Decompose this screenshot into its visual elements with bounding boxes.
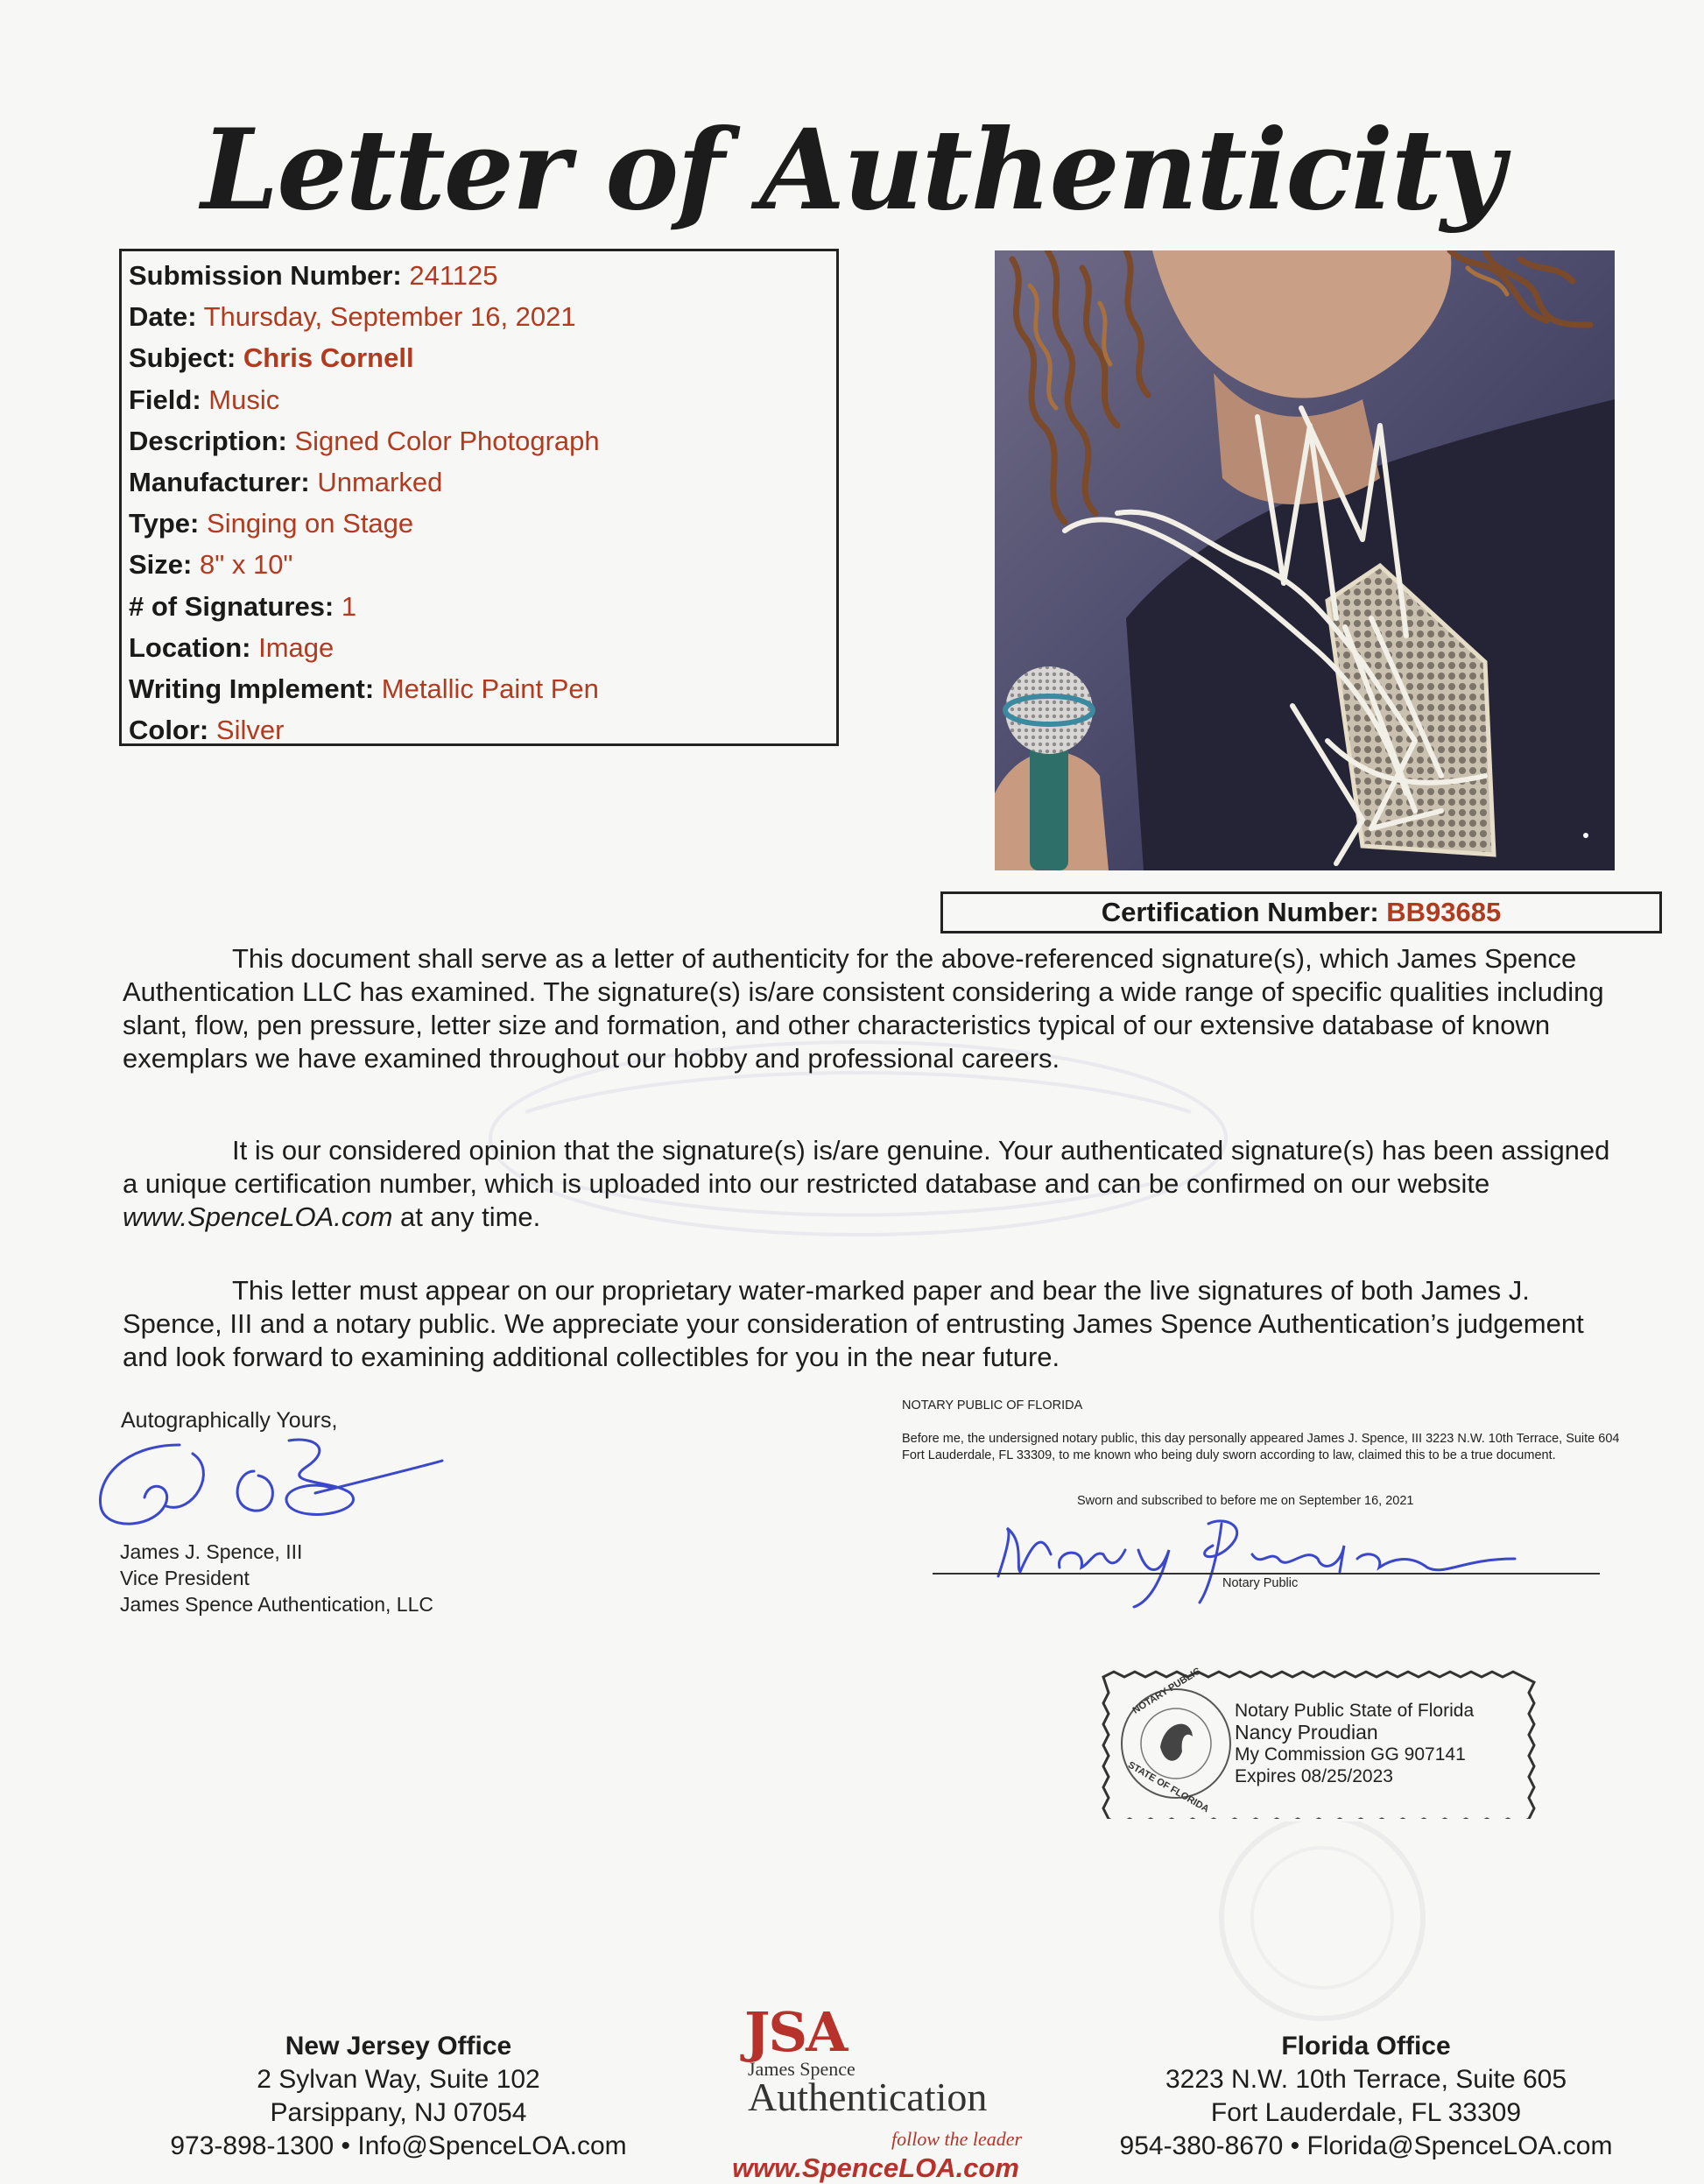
field-row — [129, 296, 829, 337]
nj-office — [140, 2030, 657, 2163]
paragraph-1 — [123, 942, 1629, 1075]
certification-label: Certification Number: — [1101, 897, 1379, 927]
nj-office-line2: Parsippany, NJ 07054 — [270, 2098, 527, 2127]
logo-name: James Spence — [748, 2058, 856, 2080]
field-row — [129, 337, 829, 378]
notary-heading: NOTARY PUBLIC OF FLORIDA — [902, 1398, 1083, 1413]
notary-sworn: Sworn and subscribed to before me on September 16, 2021 — [1077, 1494, 1414, 1508]
stamp-ring-bottom: STATE OF FLORIDA — [1126, 1759, 1211, 1815]
field-row — [129, 255, 829, 296]
logo-word: Authentication — [748, 2075, 988, 2119]
photo-illustration — [995, 250, 1615, 870]
field-row — [129, 420, 829, 461]
body-text: at any time. — [392, 1201, 541, 1232]
page-title: Letter of Authenticity — [201, 105, 1503, 235]
fl-office — [1086, 2030, 1646, 2163]
signer-company: James Spence Authentication, LLC — [120, 1593, 434, 1616]
stamp-text — [1235, 1700, 1474, 1787]
notary-stamp — [1095, 1668, 1541, 1819]
fl-office-contact: 954-380-8670 • Florida@SpenceLOA.com — [1119, 2131, 1613, 2160]
field-label: Description: — [129, 425, 287, 456]
signed-photograph — [995, 250, 1615, 870]
logo-url[interactable]: www.SpenceLOA.com — [732, 2152, 1019, 2183]
field-label: Location: — [129, 631, 251, 663]
spence-signature-icon — [88, 1427, 455, 1532]
field-label: Field: — [129, 384, 201, 415]
logo-brand: JSA — [744, 2000, 847, 2064]
nj-office-contact: 973-898-1300 • Info@SpenceLOA.com — [170, 2131, 627, 2160]
notary-statement: Before me, the undersigned notary public, this day personally appeared James J. Spence, III 3223 N.W. 10th Terrace, Suite 604 Fort Lauderdale, FL 33309, to me known who being duly sworn according to law, claimed this to be a true document. — [902, 1432, 1620, 1462]
field-row — [129, 503, 829, 544]
body-text: This letter must appear on our proprietary water-marked paper and bear the live signatures of both James J. Spence, III and a notary public. We appreciate your consideration of entrusting James Spence Authentication’s judgement and look forward to examining additional collectibles for you in the near future. — [123, 1275, 1584, 1372]
field-label: Date: — [129, 301, 197, 333]
field-value: Image — [258, 631, 334, 663]
stamp-line-1: Notary Public State of Florida — [1235, 1701, 1475, 1721]
field-label: Color: — [129, 715, 209, 746]
stamp-line-3: My Commission GG 907141 — [1235, 1744, 1466, 1765]
field-row — [129, 544, 829, 585]
logo-tagline: follow the leader — [891, 2128, 1023, 2150]
nj-office-line1: 2 Sylvan Way, Suite 102 — [257, 2065, 540, 2094]
signer-role: Vice President — [120, 1567, 250, 1589]
field-label: Size: — [129, 549, 193, 581]
certification-number: BB93685 — [1386, 897, 1502, 927]
notary-signature-line — [933, 1573, 1600, 1575]
field-row — [129, 668, 829, 709]
jsa-logo — [701, 1997, 1051, 2183]
stamp-ring-top: NOTARY PUBLIC — [1130, 1666, 1203, 1716]
field-value: Signed Color Photograph — [294, 425, 600, 456]
field-label: # of Signatures: — [129, 590, 334, 622]
certification-box — [940, 891, 1662, 933]
stamp-line-2: Nancy Proudian — [1235, 1721, 1378, 1744]
notary-line-label: Notary Public — [1222, 1576, 1299, 1590]
field-label: Type: — [129, 508, 200, 539]
signer-block — [120, 1539, 433, 1617]
field-value: 1 — [341, 590, 357, 622]
field-value: Music — [208, 384, 280, 415]
field-value: Chris Cornell — [243, 342, 414, 374]
website-link[interactable]: www.SpenceLOA.com — [123, 1201, 393, 1232]
closing-text: Autographically Yours, — [121, 1408, 338, 1433]
details-box — [119, 249, 839, 746]
notary-signature-icon — [972, 1506, 1532, 1611]
field-value: Singing on Stage — [207, 508, 414, 539]
body-text: It is our considered opinion that the signature(s) is/are genuine. Your authenticated signature(s) has been assigned a unique certification number, which is uploaded into our restricted database and can be confirmed on our website — [123, 1135, 1610, 1199]
nj-office-title: New Jersey Office — [285, 2032, 512, 2061]
field-value: Silver — [215, 715, 285, 746]
stamp-line-4: Expires 08/25/2023 — [1235, 1766, 1393, 1786]
field-row — [129, 627, 829, 668]
embossed-seal — [1182, 1821, 1462, 2032]
field-value: 8" x 10" — [199, 549, 293, 581]
field-value: 241125 — [409, 260, 498, 291]
field-row — [129, 461, 829, 503]
field-value: Thursday, September 16, 2021 — [203, 301, 576, 333]
field-row — [129, 586, 829, 627]
body-text: This document shall serve as a letter of authenticity for the above-referenced signature(s), which James Spence Authentication LLC has examined. The signature(s) is/are consistent considering a wide range of specific qualities including slant, flow, pen pressure, letter size and formation, and other characteristics typical of our extensive database of known exemplars we have examined throughout our hobby and professional careers. — [123, 943, 1604, 1074]
paragraph-2 — [123, 1134, 1629, 1234]
field-label: Manufacturer: — [129, 467, 310, 498]
field-row — [129, 709, 829, 750]
signer-name: James J. Spence, III — [120, 1540, 303, 1563]
field-value: Metallic Paint Pen — [381, 673, 599, 705]
fl-office-line2: Fort Lauderdale, FL 33309 — [1210, 2098, 1522, 2127]
field-row — [129, 379, 829, 420]
field-value: Unmarked — [317, 467, 443, 498]
paragraph-3 — [123, 1274, 1629, 1374]
field-label: Writing Implement: — [129, 673, 375, 705]
field-label: Subject: — [129, 342, 236, 374]
fl-office-title: Florida Office — [1281, 2032, 1451, 2061]
field-label: Submission Number: — [129, 260, 402, 291]
fl-office-line1: 3223 N.W. 10th Terrace, Suite 605 — [1165, 2065, 1567, 2094]
